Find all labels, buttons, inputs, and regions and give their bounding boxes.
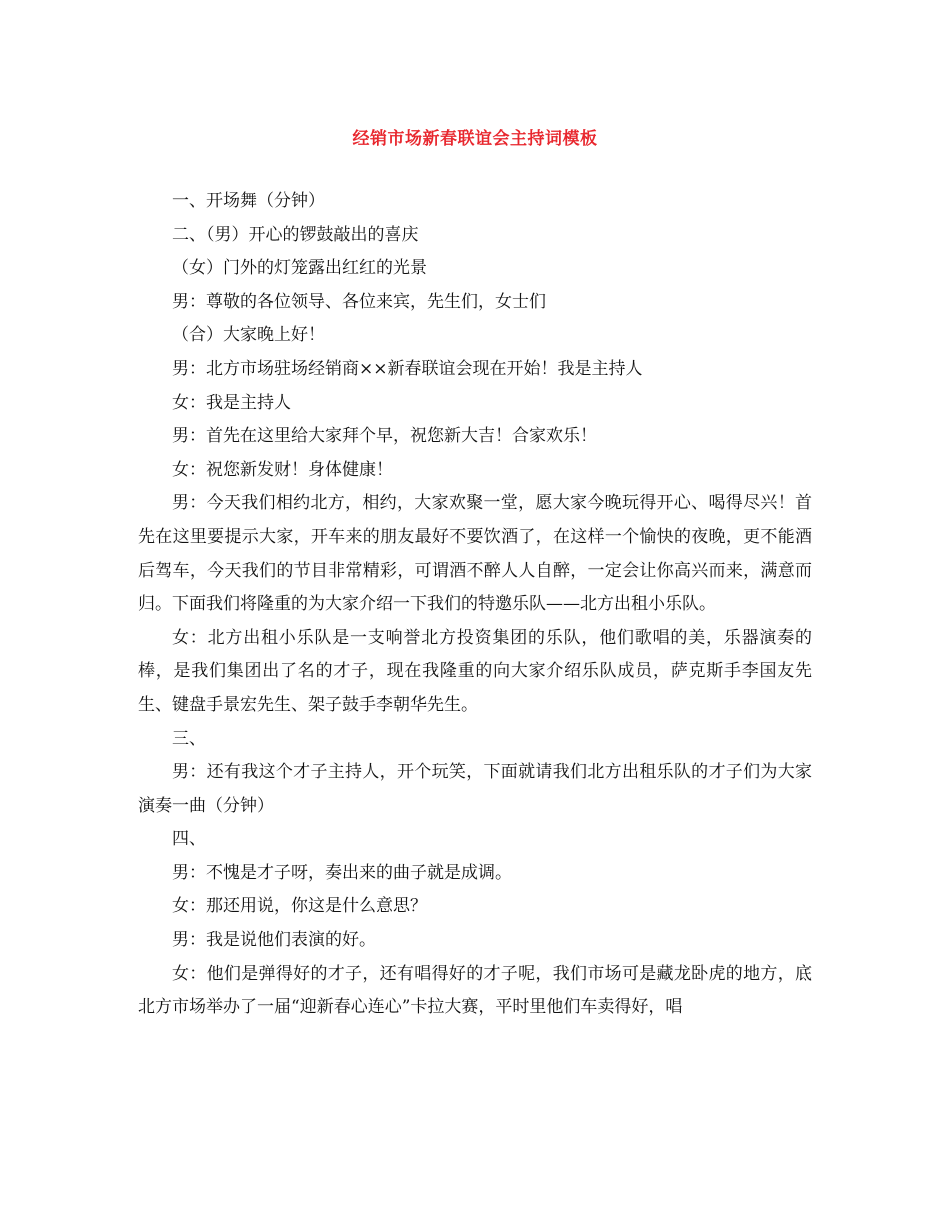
paragraph: 女：我是主持人: [172, 392, 291, 413]
document-body: [138, 185, 812, 1025]
paragraph: （女）门外的灯笼露出红红的光景: [172, 258, 427, 279]
paragraph: 男：北方市场驻场经销商××新春联谊会现在开始！我是主持人: [172, 358, 643, 379]
paragraph: 三、: [172, 728, 206, 749]
paragraph: 一、开场舞（分钟）: [172, 191, 325, 211]
paragraph: 女：他们是弹得好的才子，还有唱得好的才子呢，我们市场可是藏龙卧虎的地方，底北方市场举办了一届“迎新春心连心”卡拉大赛，平时里他们车卖得好，唱: [138, 963, 812, 1018]
paragraph: 女：北方出租小乐队是一支响誉北方投资集团的乐队，他们歌唱的美，乐器演奏的棒，是我们集团出了名的才子，现在我隆重的向大家介绍乐队成员，萨克斯手李国友先生、键盘手景宏先生、架子鼓手李朝华先生。: [138, 627, 812, 715]
paragraph: 女：那还用说，你这是什么意思？: [172, 896, 427, 917]
document-title: 经销市场新春联谊会主持词模板: [352, 129, 598, 149]
paragraph: 男：还有我这个才子主持人，开个玩笑，下面就请我们北方出租乐队的才子们为大家演奏一曲（分钟）: [138, 762, 812, 816]
paragraph: 四、: [172, 829, 206, 850]
paragraph: 女：祝您新发财！身体健康！: [172, 459, 393, 480]
paragraph: 二、（男）开心的锣鼓敲出的喜庆: [172, 224, 419, 245]
paragraph: 男：我是说他们表演的好。: [172, 930, 376, 951]
paragraph: 男：今天我们相约北方，相约，大家欢聚一堂，愿大家今晚玩得开心、喝得尽兴！首先在这里要提示大家，开车来的朋友最好不要饮酒了，在这样一个愉快的夜晚，更不能酒后驾车，今天我们的节目非常精彩，可谓酒不醉人人自醉，一定会让你高兴而来，满意而归。下面我们将隆重的为大家介绍一下我们的特邀乐队——北方出租小乐队。: [138, 493, 812, 615]
paragraph: 男：首先在这里给大家拜个早，祝您新大吉！合家欢乐！: [172, 426, 597, 447]
paragraph: 男：尊敬的各位领导、各位来宾，先生们，女士们: [172, 291, 546, 312]
paragraph: 男：不愧是才子呀，奏出来的曲子就是成调。: [172, 862, 512, 883]
paragraph: （合）大家晚上好！: [172, 325, 325, 346]
